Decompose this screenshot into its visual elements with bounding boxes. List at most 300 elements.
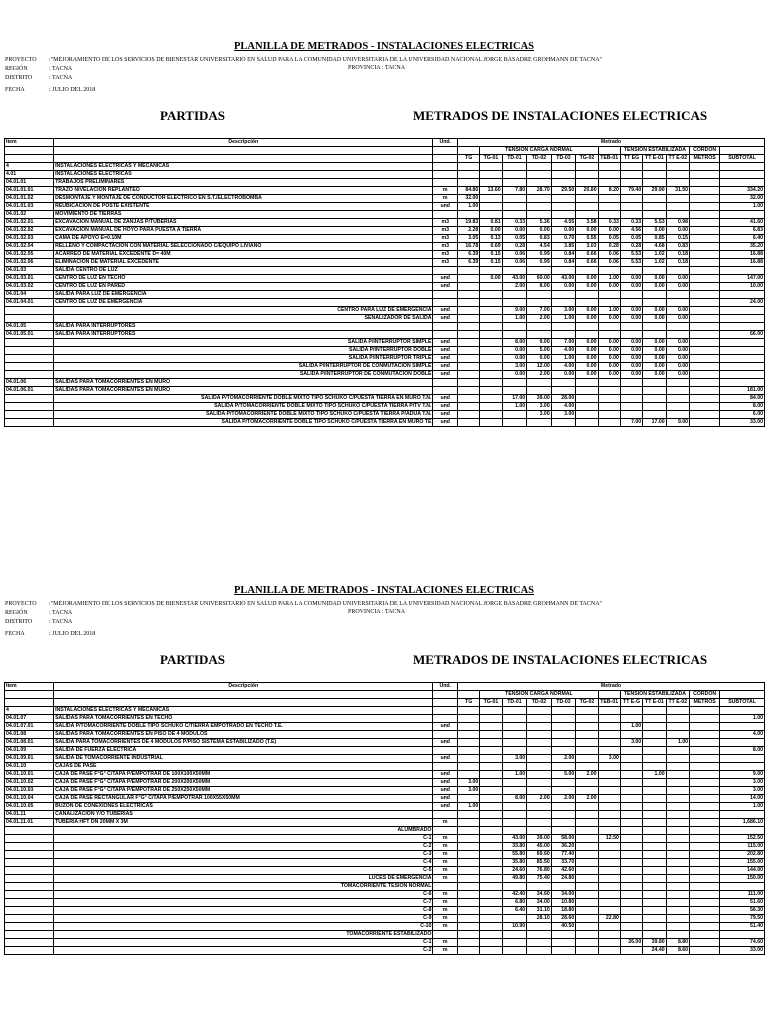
metrado-value bbox=[480, 419, 502, 427]
metrado-value bbox=[666, 923, 689, 931]
item-description: SALIDA P/INTERRUPTOR TRIPLE bbox=[54, 355, 433, 363]
item-subtotal: 51.40 bbox=[720, 923, 765, 931]
table-row bbox=[5, 203, 765, 211]
table-row bbox=[5, 211, 765, 219]
metrado-value bbox=[690, 355, 720, 363]
metrado-value: 31.10 bbox=[527, 907, 552, 915]
metrado-value bbox=[643, 203, 666, 211]
metrado-value bbox=[620, 819, 642, 827]
item-description: EXCAVACION MANUAL DE ZANJAS P/TUBERIAS bbox=[54, 219, 433, 227]
metrado-value bbox=[666, 195, 689, 203]
metrado-value bbox=[458, 323, 480, 331]
metrado-value bbox=[576, 811, 598, 819]
item-unit: und bbox=[433, 419, 458, 427]
metrado-value bbox=[620, 299, 642, 307]
metrado-value bbox=[690, 275, 720, 283]
metrado-value bbox=[666, 291, 689, 299]
header-blank bbox=[720, 147, 765, 155]
item-subtotal: 35.20 bbox=[720, 243, 765, 251]
item-code bbox=[5, 371, 54, 379]
item-description: C-3 bbox=[54, 851, 433, 859]
item-subtotal bbox=[720, 827, 765, 835]
metrado-value bbox=[458, 811, 480, 819]
metrado-value: 0.66 bbox=[576, 259, 598, 267]
item-subtotal: 6.40 bbox=[720, 235, 765, 243]
metrado-value bbox=[690, 907, 720, 915]
item-subtotal: 1,686.10 bbox=[720, 819, 765, 827]
metrado-value bbox=[643, 827, 666, 835]
item-description: SALIDAS PARA TOMACORRIENTES EN MURO bbox=[54, 387, 433, 395]
item-description: CAMA DE APOYO E=0.10M bbox=[54, 235, 433, 243]
metrado-value bbox=[458, 819, 480, 827]
metrado-value bbox=[576, 851, 598, 859]
fecha-value: : JULIO DEL 2018 bbox=[49, 631, 96, 637]
metrado-value bbox=[598, 811, 620, 819]
metrado-value: 0.06 bbox=[598, 259, 620, 267]
item-subtotal: 150.00 bbox=[720, 875, 765, 883]
metrado-value bbox=[690, 827, 720, 835]
table-row bbox=[5, 179, 765, 187]
metrado-value: 12.00 bbox=[527, 363, 552, 371]
metrado-value bbox=[598, 747, 620, 755]
metrado-value: 42.40 bbox=[502, 891, 527, 899]
item-description: SALIDAS PARA TOMACORRIENTES EN TECHO bbox=[54, 715, 433, 723]
header-metros: METROS bbox=[690, 699, 720, 707]
metrado-value bbox=[598, 707, 620, 715]
metrado-value bbox=[690, 179, 720, 187]
item-code: 04.01.08.01 bbox=[5, 739, 54, 747]
metrado-value bbox=[480, 891, 502, 899]
metrado-value bbox=[458, 379, 480, 387]
item-unit: und bbox=[433, 395, 458, 403]
metrado-value bbox=[502, 379, 527, 387]
metrado-value bbox=[690, 763, 720, 771]
table-row bbox=[5, 779, 765, 787]
metrado-value: 13.60 bbox=[480, 187, 502, 195]
item-description: TRAZO NIVELACION REPLANTEO bbox=[54, 187, 433, 195]
metrado-value: 0.00 bbox=[620, 275, 642, 283]
metrado-value bbox=[690, 851, 720, 859]
metrado-value: 0.00 bbox=[502, 227, 527, 235]
item-description: CANALIZACION Y/O TUBERIAS bbox=[54, 811, 433, 819]
header-blank bbox=[720, 691, 765, 699]
metrado-value bbox=[690, 371, 720, 379]
metrado-value bbox=[480, 843, 502, 851]
metrado-value bbox=[480, 771, 502, 779]
item-subtotal: 24.00 bbox=[720, 299, 765, 307]
item-description: CENTRO DE LUZ EN TECHO bbox=[54, 275, 433, 283]
metrado-value bbox=[666, 203, 689, 211]
metrado-value bbox=[620, 827, 642, 835]
item-unit bbox=[433, 731, 458, 739]
metrado-value: 0.00 bbox=[551, 227, 576, 235]
metrado-value bbox=[458, 843, 480, 851]
metrado-value bbox=[620, 179, 642, 187]
metrado-value bbox=[576, 907, 598, 915]
metrado-value: 8.00 bbox=[502, 795, 527, 803]
header-blank bbox=[5, 155, 54, 163]
metrado-value: 0.00 bbox=[666, 307, 689, 315]
metrado-value: 1.00 bbox=[502, 403, 527, 411]
metrado-value bbox=[502, 267, 527, 275]
metrado-value: 2.00 bbox=[551, 755, 576, 763]
metrado-value bbox=[527, 203, 552, 211]
metrado-value bbox=[643, 291, 666, 299]
metrado-value bbox=[576, 947, 598, 955]
metrado-value: 0.00 bbox=[598, 363, 620, 371]
item-unit: und bbox=[433, 795, 458, 803]
item-subtotal: 33.00 bbox=[720, 419, 765, 427]
item-code bbox=[5, 923, 54, 931]
item-description: TRABAJOS PRELIMINARES bbox=[54, 179, 433, 187]
metrado-value bbox=[666, 411, 689, 419]
item-subtotal: 152.50 bbox=[720, 835, 765, 843]
metrado-value bbox=[690, 387, 720, 395]
metrado-value bbox=[643, 731, 666, 739]
metrado-value bbox=[690, 299, 720, 307]
item-description: REUBICACION DE POSTE EXISTENTE bbox=[54, 203, 433, 211]
item-description: CAJA DE PASE F°G° C/TAPA P/EMPOTRAR DE 100X100X50MM bbox=[54, 771, 433, 779]
metrado-value bbox=[598, 883, 620, 891]
metrado-value: 0.00 bbox=[502, 371, 527, 379]
metrado-value bbox=[620, 331, 642, 339]
metrado-value bbox=[458, 715, 480, 723]
metrado-value bbox=[458, 403, 480, 411]
metrado-value bbox=[690, 787, 720, 795]
metrado-value bbox=[620, 267, 642, 275]
metrado-value bbox=[643, 795, 666, 803]
metrado-value bbox=[666, 211, 689, 219]
table-row bbox=[5, 707, 765, 715]
table-row bbox=[5, 755, 765, 763]
metrado-value bbox=[551, 379, 576, 387]
item-code: 04.01.02.03 bbox=[5, 235, 54, 243]
metrado-value bbox=[551, 819, 576, 827]
item-code: 04.01.10.02 bbox=[5, 779, 54, 787]
metrado-value: 39.00 bbox=[527, 835, 552, 843]
metrado-value bbox=[666, 875, 689, 883]
metrado-value bbox=[480, 307, 502, 315]
metrado-value: 0.00 bbox=[620, 307, 642, 315]
item-description: INSTALACIONES ELECTRICAS Y MECANICAS bbox=[54, 707, 433, 715]
header-tension-estabilizada: TENSION ESTABILIZADA bbox=[620, 691, 689, 699]
metrado-value bbox=[643, 755, 666, 763]
metrado-value bbox=[576, 899, 598, 907]
metrado-value: 9.00 bbox=[502, 307, 527, 315]
metrado-value bbox=[502, 211, 527, 219]
metrado-value bbox=[620, 787, 642, 795]
distrito-label: DISTRITO bbox=[5, 619, 33, 625]
table-row bbox=[5, 347, 765, 355]
metrado-value bbox=[690, 795, 720, 803]
item-unit: m3 bbox=[433, 251, 458, 259]
metrado-value: 79.40 bbox=[620, 187, 642, 195]
metrado-value bbox=[690, 875, 720, 883]
table-row bbox=[5, 923, 765, 931]
table-row bbox=[5, 259, 765, 267]
metrado-value bbox=[458, 347, 480, 355]
metrado-value bbox=[480, 403, 502, 411]
metrado-value bbox=[598, 851, 620, 859]
metrado-value bbox=[480, 931, 502, 939]
metrado-value bbox=[620, 875, 642, 883]
metrado-value bbox=[643, 787, 666, 795]
metrado-value bbox=[666, 299, 689, 307]
metrado-value: 0.00 bbox=[576, 227, 598, 235]
metrado-value bbox=[551, 811, 576, 819]
item-unit: m bbox=[433, 843, 458, 851]
metrado-value bbox=[690, 259, 720, 267]
metrado-value: 28.00 bbox=[551, 395, 576, 403]
metrado-value: 0.06 bbox=[502, 259, 527, 267]
metrado-value bbox=[551, 787, 576, 795]
metrado-value bbox=[690, 251, 720, 259]
fecha-value: : JULIO DEL 2018 bbox=[49, 87, 96, 93]
metrado-value: 4.00 bbox=[551, 347, 576, 355]
metrado-value bbox=[666, 915, 689, 923]
metrado-value bbox=[598, 939, 620, 947]
table-row bbox=[5, 915, 765, 923]
metrado-value: 0.00 bbox=[643, 275, 666, 283]
item-subtotal bbox=[720, 163, 765, 171]
item-code: 04.01.07.01 bbox=[5, 723, 54, 731]
table-row bbox=[5, 227, 765, 235]
item-unit bbox=[433, 883, 458, 891]
header-und: Und. bbox=[433, 683, 458, 691]
header-cordon: CORDON bbox=[690, 147, 720, 155]
metrado-value: 2.00 bbox=[551, 795, 576, 803]
metrado-value bbox=[551, 827, 576, 835]
metrado-value bbox=[527, 291, 552, 299]
item-subtotal bbox=[720, 739, 765, 747]
item-unit bbox=[433, 291, 458, 299]
metrado-value bbox=[576, 875, 598, 883]
metrado-value: 0.00 bbox=[576, 315, 598, 323]
metrado-value bbox=[551, 323, 576, 331]
metrado-value: 2.00 bbox=[576, 795, 598, 803]
metrado-value bbox=[502, 763, 527, 771]
item-code: 04.01.03.01 bbox=[5, 275, 54, 283]
item-description: EXCAVACION MANUAL DE HOYO PARA PUESTA A TIERRA bbox=[54, 227, 433, 235]
metrado-value bbox=[620, 715, 642, 723]
metrado-value bbox=[458, 771, 480, 779]
header-blank bbox=[54, 691, 433, 699]
item-code bbox=[5, 859, 54, 867]
metrado-value: 0.00 bbox=[598, 283, 620, 291]
item-unit: und bbox=[433, 755, 458, 763]
metrado-value: 2.00 bbox=[527, 795, 552, 803]
metrado-value bbox=[666, 179, 689, 187]
metrado-value: 3.00 bbox=[527, 403, 552, 411]
document-title: PLANILLA DE METRADOS - INSTALACIONES ELECTRICAS bbox=[234, 585, 534, 596]
header-col-tg-01: TG-01 bbox=[480, 699, 502, 707]
metrado-value bbox=[480, 283, 502, 291]
metrado-value bbox=[643, 907, 666, 915]
metrado-value bbox=[598, 267, 620, 275]
item-description: C-4 bbox=[54, 859, 433, 867]
item-code: 04.01.03.02 bbox=[5, 283, 54, 291]
metrado-value bbox=[643, 179, 666, 187]
metrado-value bbox=[690, 395, 720, 403]
metrado-value bbox=[598, 771, 620, 779]
item-code: 04.01.02 bbox=[5, 211, 54, 219]
item-description: C-9 bbox=[54, 915, 433, 923]
item-subtotal bbox=[720, 339, 765, 347]
item-subtotal: 32.00 bbox=[720, 195, 765, 203]
metrado-value bbox=[690, 747, 720, 755]
item-code: 04.01.10 bbox=[5, 763, 54, 771]
metrado-value: 0.98 bbox=[666, 219, 689, 227]
metrado-value: 0.15 bbox=[480, 259, 502, 267]
metrado-value: 6.39 bbox=[458, 251, 480, 259]
metrado-value bbox=[502, 195, 527, 203]
item-description: C-8 bbox=[54, 907, 433, 915]
metrado-value: 40.50 bbox=[551, 923, 576, 931]
metrado-value bbox=[480, 179, 502, 187]
item-code: 04.01.05 bbox=[5, 323, 54, 331]
header-cordon: CORDON bbox=[690, 691, 720, 699]
header-col-tg: TG bbox=[458, 155, 480, 163]
metrado-value: 5.36 bbox=[527, 219, 552, 227]
metrado-value: 1.00 bbox=[502, 315, 527, 323]
metrado-value bbox=[458, 291, 480, 299]
metrado-value bbox=[690, 363, 720, 371]
item-code bbox=[5, 851, 54, 859]
metrado-value: 0.00 bbox=[643, 363, 666, 371]
item-subtotal bbox=[720, 291, 765, 299]
metrado-value bbox=[598, 179, 620, 187]
metrado-value bbox=[480, 211, 502, 219]
metrado-value bbox=[480, 715, 502, 723]
item-code: 04.01.01.03 bbox=[5, 203, 54, 211]
item-description: SALIDA DE TOMACORRIENTE INDUSTRIAL bbox=[54, 755, 433, 763]
metrado-value bbox=[480, 323, 502, 331]
item-description: SALIDA PARA INTERRUPTORES bbox=[54, 331, 433, 339]
metrado-value bbox=[620, 731, 642, 739]
metrado-value: 2.00 bbox=[576, 771, 598, 779]
item-unit: und bbox=[433, 403, 458, 411]
metrado-value: 4.56 bbox=[620, 227, 642, 235]
metrado-value bbox=[551, 163, 576, 171]
item-subtotal bbox=[720, 171, 765, 179]
metrado-value: 0.00 bbox=[643, 307, 666, 315]
item-unit bbox=[433, 379, 458, 387]
metrado-value: 0.70 bbox=[551, 235, 576, 243]
table-row bbox=[5, 875, 765, 883]
metrado-value: 33.80 bbox=[502, 843, 527, 851]
item-description: ELIMINACION DE MATERIAL EXCEDENTE bbox=[54, 259, 433, 267]
item-code: 04.01.02.06 bbox=[5, 259, 54, 267]
metrado-value bbox=[598, 395, 620, 403]
metrado-value bbox=[643, 411, 666, 419]
metrado-value bbox=[576, 211, 598, 219]
metrado-value: 0.00 bbox=[620, 283, 642, 291]
metrados-heading: METRADOS DE INSTALACIONES ELECTRICAS bbox=[413, 108, 708, 123]
item-description: SALIDA CENTRO DE LUZ bbox=[54, 267, 433, 275]
metrado-value bbox=[620, 947, 642, 955]
table-row bbox=[5, 323, 765, 331]
item-subtotal: 155.00 bbox=[720, 859, 765, 867]
metrado-value: 16.78 bbox=[458, 243, 480, 251]
metrado-value: 75.40 bbox=[527, 875, 552, 883]
metrado-value bbox=[458, 763, 480, 771]
metrado-value: 69.60 bbox=[527, 851, 552, 859]
metrado-value: 0.05 bbox=[598, 235, 620, 243]
metrado-value: 6.39 bbox=[458, 259, 480, 267]
metrado-value: 0.81 bbox=[480, 219, 502, 227]
metrado-value bbox=[690, 755, 720, 763]
item-unit: m bbox=[433, 891, 458, 899]
metrado-value: 0.00 bbox=[551, 371, 576, 379]
metrado-value bbox=[458, 755, 480, 763]
header-blank bbox=[433, 699, 458, 707]
metrado-value bbox=[598, 171, 620, 179]
item-code bbox=[5, 403, 54, 411]
metrado-value bbox=[480, 331, 502, 339]
item-code: 04.01.10.03 bbox=[5, 787, 54, 795]
item-description: BUZÓN DE CONEXIONES ELÉCTRICAS bbox=[54, 803, 433, 811]
metrado-value bbox=[598, 867, 620, 875]
metrado-value: 0.00 bbox=[576, 339, 598, 347]
metrado-value bbox=[666, 723, 689, 731]
metrado-value bbox=[502, 947, 527, 955]
metrado-value: 1.00 bbox=[458, 203, 480, 211]
item-unit: und bbox=[433, 355, 458, 363]
metrado-value bbox=[576, 819, 598, 827]
item-unit bbox=[433, 827, 458, 835]
table-row bbox=[5, 891, 765, 899]
item-code bbox=[5, 883, 54, 891]
metrado-value bbox=[480, 755, 502, 763]
table-row bbox=[5, 715, 765, 723]
metrado-value bbox=[480, 315, 502, 323]
metrado-value bbox=[458, 723, 480, 731]
item-description: SALIDA DE FUERZA ELECTRICA bbox=[54, 747, 433, 755]
metrado-value: 39.80 bbox=[643, 939, 666, 947]
header-blank bbox=[54, 699, 433, 707]
metrado-value bbox=[643, 819, 666, 827]
metrado-value bbox=[690, 931, 720, 939]
metrado-value bbox=[598, 779, 620, 787]
metrado-value: 1.02 bbox=[643, 259, 666, 267]
item-subtotal bbox=[720, 211, 765, 219]
item-unit bbox=[433, 331, 458, 339]
metrado-value: 0.83 bbox=[527, 235, 552, 243]
metrado-value: 4.00 bbox=[551, 403, 576, 411]
item-code: 4 bbox=[5, 163, 54, 171]
metrado-value bbox=[598, 931, 620, 939]
metrado-value bbox=[690, 187, 720, 195]
item-subtotal: 33.00 bbox=[720, 947, 765, 955]
item-code: 04.01.11 bbox=[5, 811, 54, 819]
metrado-value bbox=[480, 707, 502, 715]
metrado-value: 31.50 bbox=[666, 187, 689, 195]
header-blank bbox=[598, 691, 620, 699]
item-unit bbox=[433, 811, 458, 819]
item-subtotal: 4.00 bbox=[720, 731, 765, 739]
table-row bbox=[5, 819, 765, 827]
metrado-value: 0.00 bbox=[643, 227, 666, 235]
item-unit: m bbox=[433, 899, 458, 907]
item-unit: m bbox=[433, 939, 458, 947]
header-col-td-03: TD-03 bbox=[551, 699, 576, 707]
item-subtotal: 3.00 bbox=[720, 779, 765, 787]
metrado-value bbox=[458, 163, 480, 171]
metrado-value bbox=[666, 331, 689, 339]
metrado-value bbox=[576, 171, 598, 179]
item-subtotal: 334.20 bbox=[720, 187, 765, 195]
metrado-value bbox=[666, 787, 689, 795]
